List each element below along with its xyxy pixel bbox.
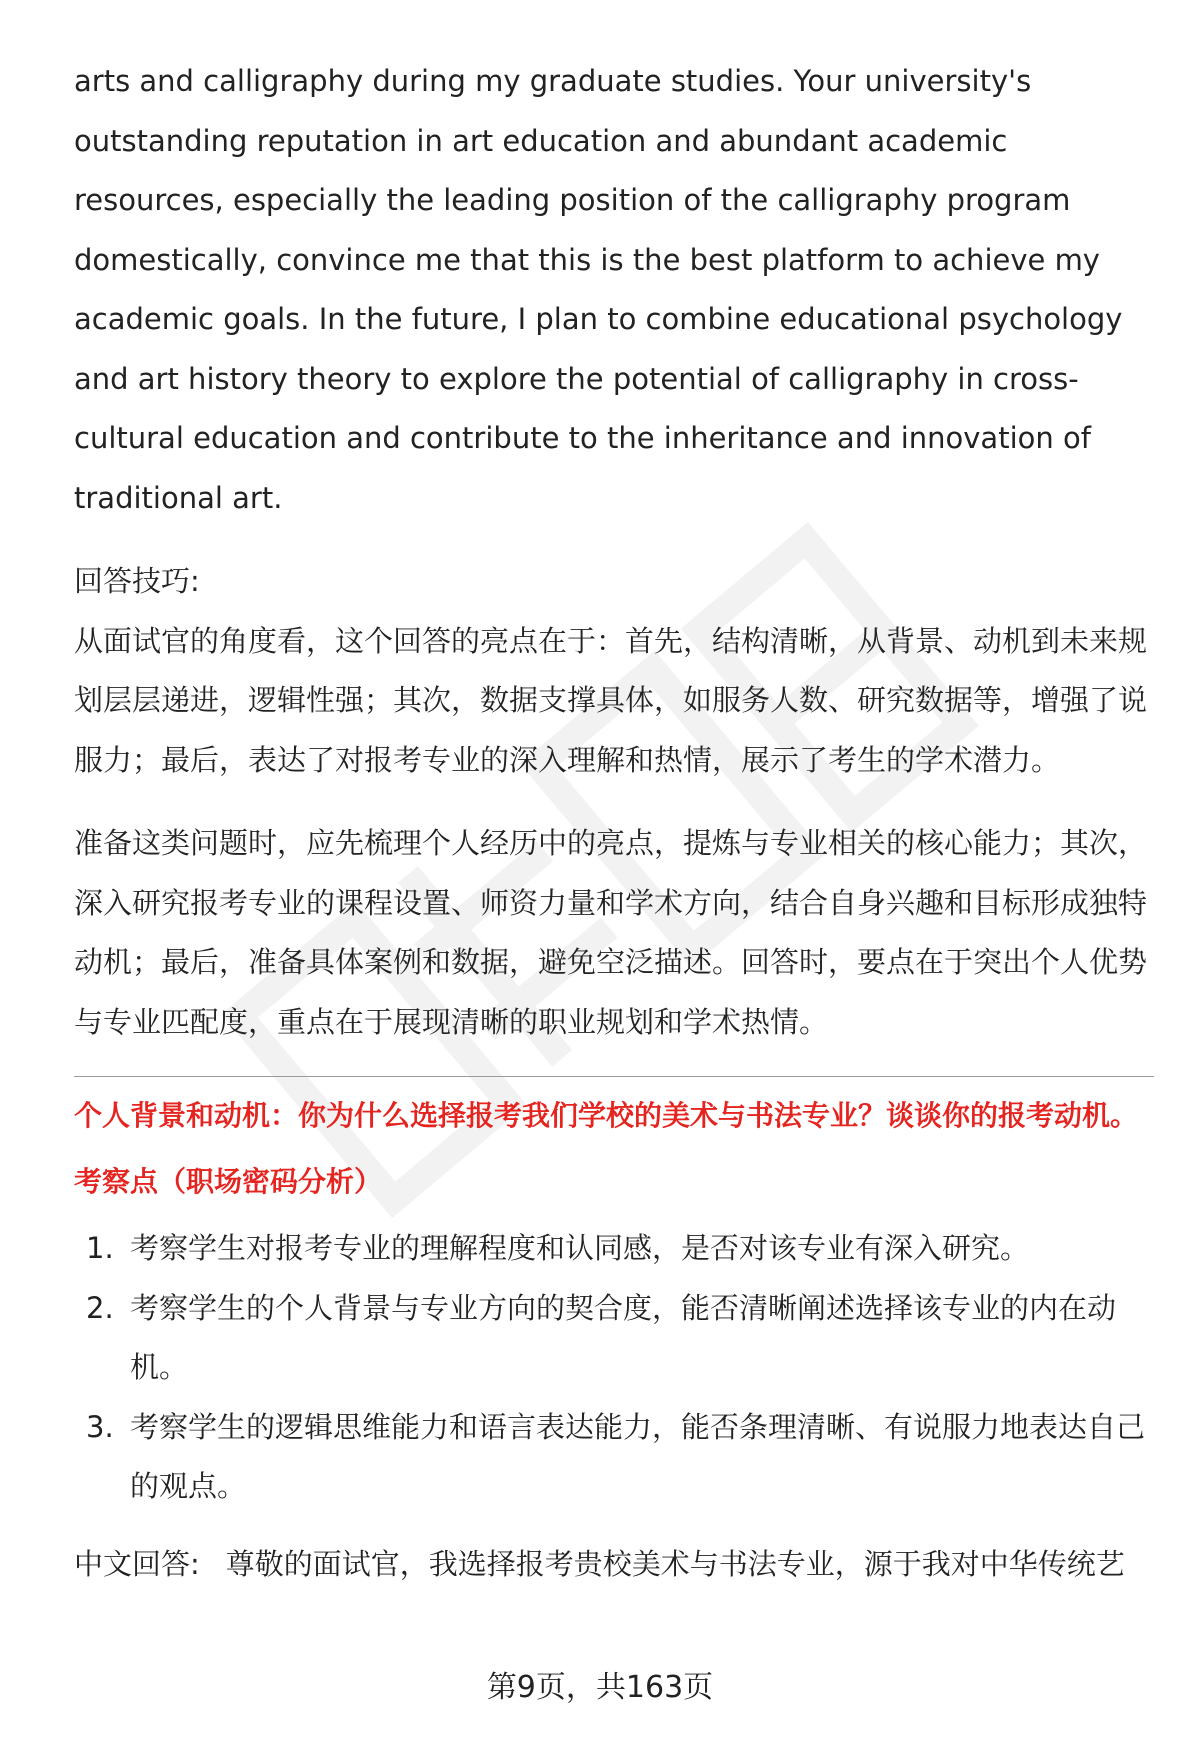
- point-number: 1.: [86, 1231, 114, 1265]
- tips-paragraph-2: 准备这类问题时，应先梳理个人经历中的亮点，提炼与专业相关的核心能力；其次，深入研究报考专业的课程设置、师资力量和学术方向，结合自身兴趣和目标形成独特动机；最后，准备具体案例和数据，避免空泛描述。回答时，要点在于突出个人优势与专业匹配度，重点在于展现清晰的职业规划和学术热情。: [74, 826, 1148, 1039]
- point-text: 考察学生对报考专业的理解程度和认同感，是否对该专业有深入研究。: [130, 1231, 1030, 1265]
- section-divider: [74, 1076, 1154, 1077]
- point-text: 考察学生的个人背景与专业方向的契合度，能否清晰阐述选择该专业的内在动机。: [130, 1290, 1117, 1384]
- chinese-answer: [74, 1535, 1154, 1595]
- document-page: [74, 52, 1154, 1594]
- examination-point: [74, 1279, 1154, 1398]
- tips-title: 回答技巧:: [74, 564, 200, 598]
- examination-points-list: [74, 1219, 1154, 1517]
- point-text: 考察学生的逻辑思维能力和语言表达能力，能否条理清晰、有说服力地表达自己的观点。: [130, 1409, 1146, 1503]
- point-number: 2.: [86, 1290, 114, 1325]
- examination-point: [74, 1398, 1154, 1517]
- tips-paragraph-1: 从面试官的角度看，这个回答的亮点在于：首先，结构清晰，从背景、动机到未来规划层层递进，逻辑性强；其次，数据支撑具体，如服务人数、研究数据等，增强了说服力；最后，表达了对报考专业的深入理解和热情，展示了考生的学术潜力。: [74, 623, 1148, 777]
- question-heading: 个人背景和动机：你为什么选择报考我们学校的美术与书法专业？谈谈你的报考动机。: [74, 1099, 1139, 1132]
- examination-point: [74, 1219, 1154, 1279]
- point-number: 3.: [86, 1409, 114, 1444]
- answer-label: 中文回答:: [74, 1546, 200, 1581]
- page-footer: 第9页，共163页: [486, 1670, 714, 1705]
- answer-text: 尊敬的面试官，我选择报考贵校美术与书法专业，源于我对中华传统艺: [225, 1546, 1125, 1581]
- intro-paragraph: arts and calligraphy during my graduate studies. Your university's outstanding reputation in art education and abundant academic resources, especially the leading position of the calligraphy program domestically, convince me that this is the best platform to achieve my academic goals. In the future, I plan to combine educational psychology and art history theory to explore the potential of calligraphy in cross-cultural education and contribute to the inheritance and innovation of traditional art.: [74, 64, 1123, 515]
- examination-heading: 考察点（职场密码分析）: [74, 1165, 383, 1198]
